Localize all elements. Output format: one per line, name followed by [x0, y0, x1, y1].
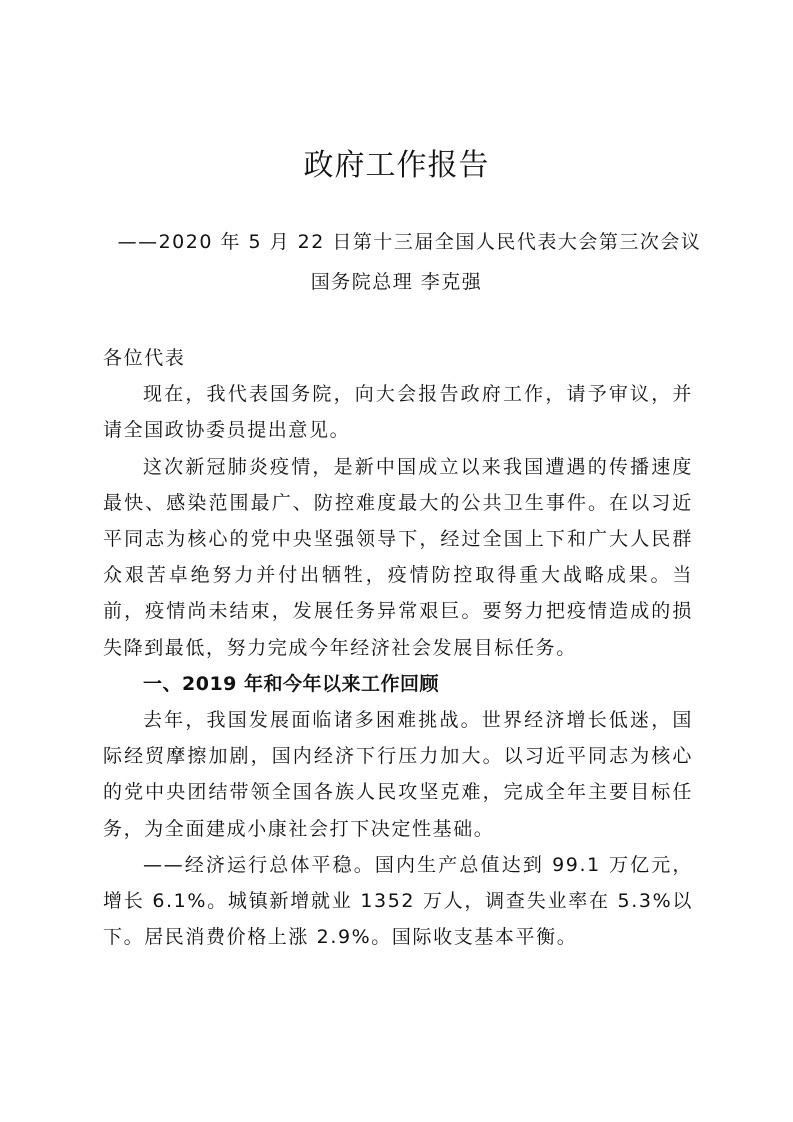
section-heading: 一、2019 年和今年以来工作回顾 — [143, 672, 439, 695]
salutation: 各位代表 — [103, 347, 186, 369]
paragraph: 去年，我国发展面临诸多困难挑战。世界经济增长低迷，国际经贸摩擦加剧，国内经济下行压力加大。以习近平同志为核心的党中央团结带领全国各族人民攻坚克难，完成全年主要目标任务，为全面建成小康社会打下决定性基础。 — [103, 709, 693, 840]
paragraph: 这次新冠肺炎疫情，是新中国成立以来我国遭遇的传播速度最快、感染范围最广、防控难度最大的公共卫生事件。在以习近平同志为核心的党中央坚强领导下，经过全国上下和广大人民群众艰苦卓绝努力并付出牺牲，疫情防控取得重大战略成果。当前，疫情尚未结束，发展任务异常艰巨。要努力把疫情造成的损失降到最低，努力完成今年经济社会发展目标任务。 — [103, 455, 693, 659]
document-subtitle: ——2020 年 5 月 22 日第十三届全国人民代表大会第三次会议 — [117, 231, 702, 253]
document-body — [103, 340, 693, 955]
document-author: 国务院总理 李克强 — [310, 271, 483, 293]
paragraph: 现在，我代表国务院，向大会报告政府工作，请予审议，并请全国政协委员提出意见。 — [103, 383, 693, 442]
document-title: 政府工作报告 — [303, 148, 490, 183]
paragraph: ——经济运行总体平稳。国内生产总值达到 99.1 万亿元，增长 6.1%。城镇新增就业 1352 万人，调查失业率在 5.3%以下。居民消费价格上涨 2.9%。国际收支基本平衡。 — [103, 853, 693, 949]
